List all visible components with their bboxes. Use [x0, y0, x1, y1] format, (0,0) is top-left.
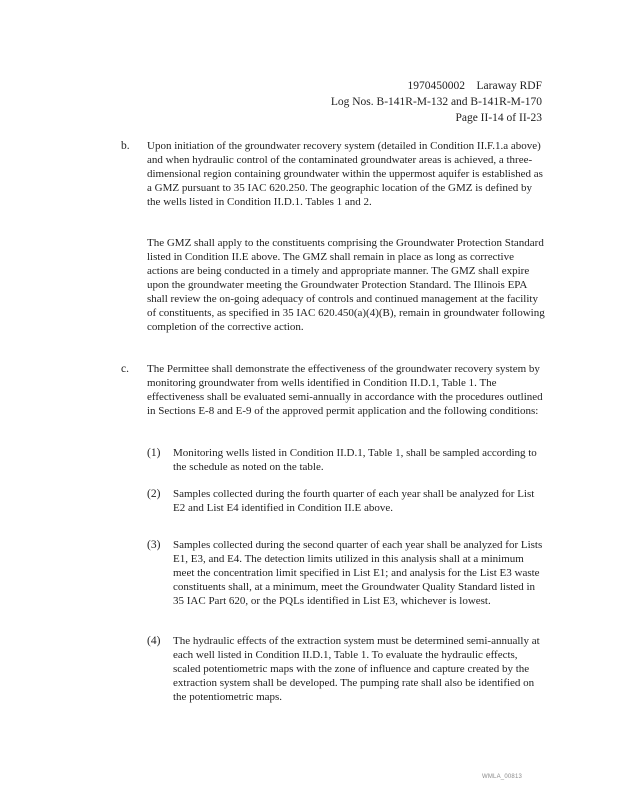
- item-b-paragraph-2: The GMZ shall apply to the constituents comprising the Groundwater Protection Standard listed in Condition II.E above. The GMZ shall remain in place as long as corrective actions are being conducted in a timely and appropriate manner. The GMZ shall expire upon the groundwater meeting the Groundwater Protection Standard. The Illinois EPA shall review the on-going adequacy of controls and continued management at the facility of constituents, as specified in 35 IAC 620.450(a)(4)(B), remain in groundwater following completion of the corrective action.: [147, 237, 545, 333]
- page-header: [331, 78, 542, 126]
- item-c-marker: c.: [121, 363, 129, 375]
- header-permit-line: 1970450002 Laraway RDF: [407, 80, 542, 92]
- item-b-marker: b.: [121, 140, 130, 152]
- item-c-paragraph: The Permittee shall demonstrate the effectiveness of the groundwater recovery system by monitoring groundwater from wells identified in Condition II.D.1, Table 1. The effectiveness shall be evaluated semi-annually in accordance with the procedures outlined in Sections E-8 and E-9 of the approved permit application and the following conditions:: [147, 363, 543, 417]
- subitem-3-text: Samples collected during the second quarter of each year shall be analyzed for Lists E1, E3, and E4. The detection limits utilized in this analysis shall at a minimum meet the concentration limit specified in List E1; and analysis for the List E3 waste constituents shall, at a minimum, meet the Groundwater Quality Standard listed in 35 IAC Part 620, or the PQLs identified in List E3, whichever is lowest.: [173, 539, 543, 607]
- subitem-4-marker: (4): [147, 635, 161, 647]
- subitem-1-text: Monitoring wells listed in Condition II.D.1, Table 1, shall be sampled according to the schedule as noted on the table.: [173, 447, 537, 473]
- item-b-paragraph-1: Upon initiation of the groundwater recovery system (detailed in Condition II.F.1.a above) and when hydraulic control of the contaminated groundwater areas is achieved, a three-dimensional region containing groundwater within the uppermost aquifer is established as a GMZ pursuant to 35 IAC 620.250. The geographic location of the GMZ is defined by the wells listed in Condition II.D.1. Tables 1 and 2.: [147, 140, 543, 208]
- subitem-3-marker: (3): [147, 539, 161, 551]
- header-page-number: Page II-14 of II-23: [455, 112, 542, 124]
- subitem-4-text: The hydraulic effects of the extraction system must be determined semi-annually at each well listed in Condition II.D.1, Table 1. To evaluate the hydraulic effects, scaled potentiometric maps with the zone of influence and capture created by the extraction system shall be developed. The pumping rate shall also be identified on the potentiometric maps.: [173, 635, 540, 703]
- bates-stamp: WMLA_00813: [482, 774, 523, 780]
- header-log-numbers: Log Nos. B-141R-M-132 and B-141R-M-170: [330, 96, 542, 108]
- subitem-2-marker: (2): [147, 488, 161, 500]
- subitem-1-marker: (1): [147, 447, 161, 459]
- subitem-2-text: Samples collected during the fourth quarter of each year shall be analyzed for List E2 and List E4 identified in Condition II.E above.: [173, 488, 535, 514]
